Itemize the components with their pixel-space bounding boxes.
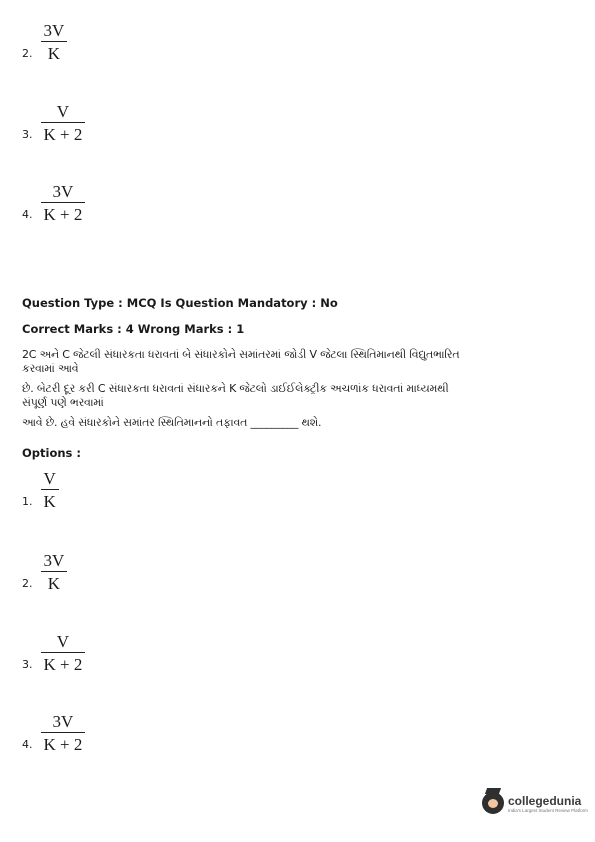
- denominator: K + 2: [43, 655, 83, 674]
- option-number: 2.: [22, 577, 33, 590]
- option-number: 3.: [22, 658, 33, 671]
- question-text-line-3: આવે છે. હવે સંધારકોને સમાંતર સ્થિતિમાનનો તફાવત _________ થશે.: [22, 416, 322, 429]
- option-fraction: [41, 470, 59, 510]
- option-fraction: [41, 552, 68, 592]
- numerator: 3V: [52, 712, 74, 731]
- denominator: K: [47, 44, 61, 63]
- numerator: V: [56, 632, 70, 651]
- denominator: K + 2: [43, 735, 83, 754]
- option-3: [22, 633, 85, 673]
- option-number: 4.: [22, 738, 33, 751]
- option-number: 1.: [22, 495, 33, 508]
- denominator: K: [43, 492, 56, 511]
- prev-option-4: [22, 183, 85, 223]
- option-number: 4.: [22, 208, 33, 221]
- numerator: V: [56, 102, 70, 121]
- marks-line: Correct Marks : 4 Wrong Marks : 1: [22, 322, 245, 336]
- denominator: K: [47, 574, 61, 593]
- question-text-line-2: છે. બેટરી દૂર કરી C સંધારકતા ધરાવતાં સંધારકને K જેટલો ડાઈઈલેક્ટ્રીક અચળાંક ધરાવતાં માધ્યમથી સંપૂર્ણ પણે ભરવામાં: [22, 382, 449, 409]
- option-4: [22, 713, 85, 753]
- option-1: [22, 470, 59, 510]
- prev-option-2: [22, 22, 67, 62]
- numerator: 3V: [43, 21, 65, 40]
- option-number: 3.: [22, 128, 33, 141]
- numerator: 3V: [43, 551, 65, 570]
- logo-brand: collegedunia: [508, 793, 582, 808]
- student-mascot-icon: [482, 792, 504, 814]
- collegedunia-logo: [482, 792, 588, 814]
- question-text-line-1: 2C અને C જેટલી સંધારકતા ધરાવતાં બે સંધારકોને સમાંતરમાં જોડી V જેટલા સ્થિતિમાનથી વિદ્યુતભારિત કરવામાં આવે: [22, 348, 460, 375]
- option-fraction: [41, 633, 86, 673]
- question-type-line: Question Type : MCQ Is Question Mandatory : No: [22, 296, 338, 310]
- option-fraction: [41, 22, 68, 62]
- options-label: Options :: [22, 446, 81, 460]
- denominator: K + 2: [43, 205, 83, 224]
- prev-option-3: [22, 103, 85, 143]
- logo-tagline: India's Largest Student Review Platform: [508, 807, 588, 813]
- option-fraction: [41, 183, 86, 223]
- numerator: V: [43, 469, 56, 488]
- denominator: K + 2: [43, 125, 83, 144]
- numerator: 3V: [52, 182, 74, 201]
- option-number: 2.: [22, 47, 33, 60]
- option-fraction: [41, 713, 86, 753]
- option-fraction: [41, 103, 86, 143]
- option-2: [22, 552, 67, 592]
